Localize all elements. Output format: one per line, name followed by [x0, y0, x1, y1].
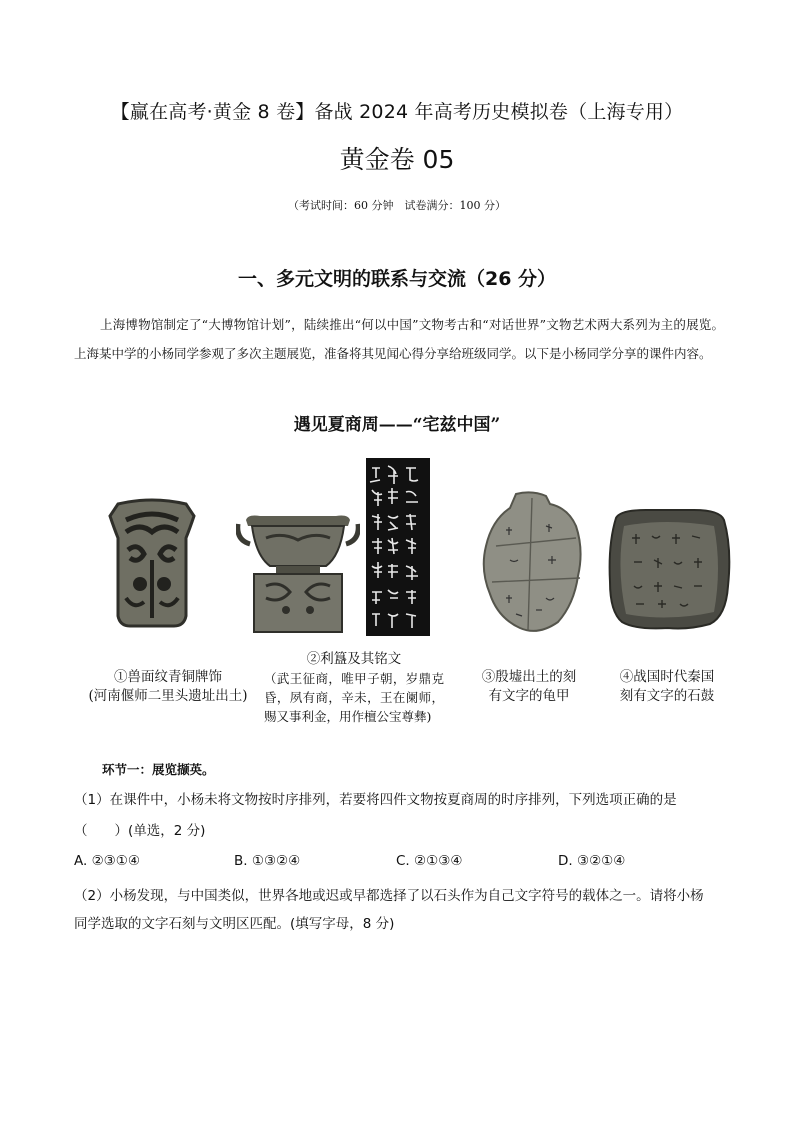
caption-item-3 [470, 668, 588, 706]
bronze-plaque-image [104, 498, 200, 630]
section-title: 一、多元文明的联系与交流（26 分） [237, 268, 557, 290]
question-1-line-2: （ ）(单选，2 分) [74, 823, 206, 839]
inscription-rubbing-image [366, 458, 430, 636]
caption-item-1 [78, 668, 258, 706]
question-2-line-2: 同学选取的文字石刻与文明区匹配。(填写字母，8 分) [74, 916, 395, 932]
question-1-line-1: （1）在课件中，小杨未将文物按时序排列，若要将四件文物按夏商周的时序排列，下列选项正确的是 [74, 792, 677, 808]
caption-item-2-note: （武王征商，唯甲子朝，岁鼎克昏，夙有商，辛未，王在阑师，赐又事利金，用作檀公宝尊彝) [264, 671, 444, 724]
exhibit-title: 遇见夏商周——“宅兹中国” [293, 415, 501, 435]
caption-item-3-title: ③殷墟出土的刻 [481, 669, 577, 685]
li-gui-vessel-image [236, 510, 360, 634]
caption-item-2-title: ②利簋及其铭文 [306, 651, 402, 667]
option-b: B. ①③②④ [234, 853, 301, 869]
paper-title: 【赢在高考·黄金 8 卷】备战 2024 年高考历史模拟卷（上海专用） [110, 101, 684, 123]
question-1 [74, 788, 734, 843]
option-d: D. ③②①④ [558, 853, 626, 869]
stone-drum-image [606, 508, 732, 630]
caption-item-2 [264, 650, 444, 726]
question-2 [74, 884, 739, 936]
caption-item-4-note: 刻有文字的石鼓 [619, 688, 715, 704]
caption-item-4-title: ④战国时代秦国 [619, 669, 715, 685]
caption-item-3-note: 有文字的龟甲 [488, 688, 570, 704]
exam-info: （考试时间：60 分钟 试卷满分：100 分） [288, 199, 506, 212]
caption-item-4 [604, 668, 730, 706]
caption-item-1-note: (河南偃师二里头遗址出土) [88, 688, 248, 704]
question-2-line-1: （2）小杨发现，与中国类似，世界各地或迟或早都选择了以石头作为自己文字符号的载体之一。请将小杨 [74, 888, 704, 904]
section-intro: 上海博物馆制定了“大博物馆计划”，陆续推出“何以中国”文物考古和“对话世界”文物艺术两大系列为主的展览。上海某中学的小杨同学参观了多次主题展览，准备将其见闻心得分享给班级同学。以下是小杨同学分享的课件内容。 [74, 317, 724, 361]
caption-item-1-title: ①兽面纹青铜牌饰 [114, 669, 222, 685]
option-a: A. ②③①④ [74, 853, 140, 869]
step-title: 环节一：展览撷英。 [102, 762, 215, 777]
paper-subtitle: 黄金卷 05 [339, 145, 455, 174]
oracle-shell-image [476, 490, 586, 636]
option-c: C. ②①③④ [396, 853, 463, 869]
